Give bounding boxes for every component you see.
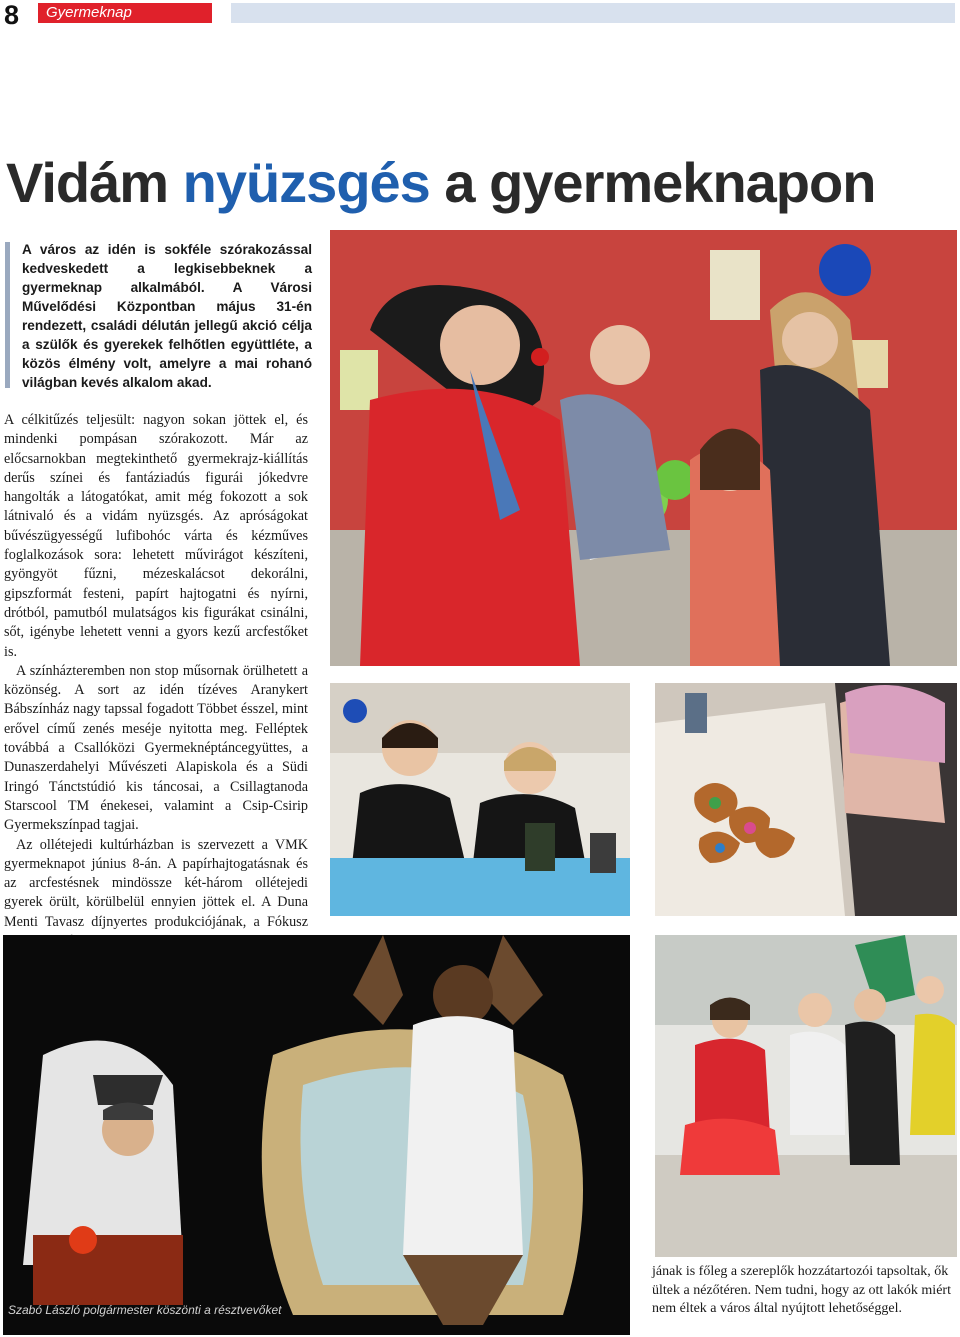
lead-bar xyxy=(5,242,10,388)
photo-gingerbread xyxy=(655,683,957,916)
photo-puppet-theatre xyxy=(3,935,630,1335)
page-number: 8 xyxy=(4,0,20,30)
photo-caption: Szabó László polgármester köszönti a résztvevőket xyxy=(8,1303,282,1317)
photo-painting-boys xyxy=(330,683,630,916)
body-paragraph: A célkitűzés teljesült: nagyon sokan jöttek el, és mindenki pompásan szórakozott. Már az előcsarnokban megtekinthető gyermekrajz-kiállítás derűs színei és fantáziadús figurái jókedvre hangolták a látogatókat, amit még fokozott a sok látnivaló és a vidám nyüzsgés. Az apróságokat bűvészügyességű lufibohóc várta és kézműves foglalkozások sora: lehetett művirágot készíteni, gyöngyöt fűzni, mézeskalácsot dekorálni, gipszformát festeni, papírt hajtogatni és nyírni, drótból, pamutból mulatságos kis figurákat csinálni, sőt, igénybe lehetett venni a gyors kezű arcfestőket is. xyxy=(4,412,308,660)
photo-balloon-clown xyxy=(330,230,957,666)
article-body xyxy=(4,411,308,951)
body-paragraph: Az ollétejedi kultúrházban is szervezett a VMK gyermeknapot június 8-án. A papírhajtogatásnak és az arcfestésnek mindössze két-három ollétejedi gyerek örült, körülbelül ennyien jöttek el. A Duna Menti Tavasz díjnyertes produkciójának, a Fókusz xyxy=(4,836,308,930)
headline-part2: a gyermeknapon xyxy=(444,151,876,214)
section-label: Gyermeknap xyxy=(46,4,132,21)
photo-dancers xyxy=(655,935,957,1257)
headline xyxy=(6,150,875,215)
lead-paragraph: A város az idén is sokféle szórakozással kedveskedett a legkisebbeknek a gyermeknap alkalmából. A Városi Művelődési Központban május 31-én rendezett, családi délután jellegű akció célja a szülők és gyerekek felhőtlen együttléte, a közös élmény volt, amelyre a mai rohanó világban kevés alkalom akad. xyxy=(22,242,312,390)
body-paragraph: A színházteremben non stop műsornak örülhetett a közönség. A sort az idén tízéves Aranykert Bábszínház nagy tapssal fogadott Többet ésszel, mint erővel című zenés meséje nyitotta meg. Felléptek továbbá a Csallóközi Gyermeknéptáncegyüttes, a Dunaszerdahelyi Művészeti Alapiskola és a Südi Iringó Tánctstúdió kis táncosai, a Csillagtanoda Starscool TM énekesei, valamint a Csip-Csirip Gyermekszínpad tagjai. xyxy=(4,662,308,834)
headline-highlight: nyüzsgés xyxy=(182,151,430,214)
article-continuation: jának is főleg a szereplők hozzátartozói tapsoltak, ők ültek a nézőtéren. Nem tudni, hogy az ott lakók miért nem éltek a város által nyújtott lehetőséggel. xyxy=(652,1264,951,1316)
headline-part1: Vidám xyxy=(6,151,169,214)
header-rule xyxy=(231,3,955,23)
